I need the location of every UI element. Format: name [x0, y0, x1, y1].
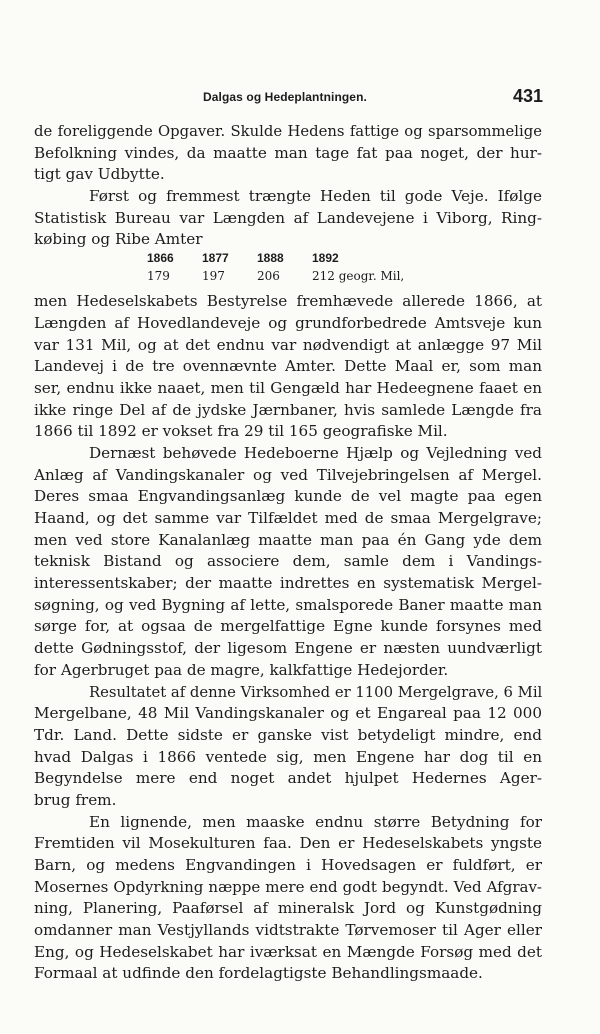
text-line: En lignende, men maaske endnu større Betydning for [89, 812, 542, 831]
text-line: Tdr. Land. Dette sidste er ganske vist betydeligt mindre, end [34, 725, 542, 744]
text-line: teknisk Bistand og associere dem, samle dem i Vandings- [34, 552, 542, 571]
text-line: interessentskaber; der maatte indrettes en systematisk Mergel- [34, 574, 542, 593]
body-text [34, 121, 542, 985]
paragraph [34, 291, 542, 443]
text-line: Deres smaa Engvandingsanlæg kunde de vel magte paa egen [34, 487, 542, 506]
text-line: omdanner man Vestjyllands vidtstrakte Tørvemoser til Ager eller [34, 921, 542, 940]
page-number: 431 [513, 86, 544, 106]
text-line: men Hedeselskabets Bestyrelse fremhævede allerede 1866, at [34, 292, 542, 311]
paragraph [34, 186, 542, 251]
text-line: ning, Planering, Paaførsel af mineralsk Jord og Kunstgødning [34, 899, 542, 918]
text-line: Begyndelse mere end noget andet hjulpet Hedernes Ager- [34, 769, 542, 788]
year-row [147, 251, 367, 265]
text-line: men ved store Kanalanlæg maatte man paa én Gang yde dem [34, 530, 542, 549]
road-length-table [34, 251, 542, 291]
paragraph [34, 682, 542, 812]
text-line: Statistisk Bureau var Længden af Landevejene i Viborg, Ring- [34, 208, 542, 227]
text-line: hvad Dalgas i 1866 ventede sig, men Engene har dog til en [34, 747, 542, 766]
text-line: Formaal at udfinde den fordelagtigste Behandlingsmaade. [34, 964, 483, 983]
text-line: Barn, og medens Engvandingen i Hovedsagen er fuldført, er [34, 856, 542, 874]
value-cell: 197 [202, 269, 225, 284]
value-cell: 179 [147, 269, 170, 284]
text-line: de foreliggende Opgaver. Skulde Hedens fattige og sparsommelige [34, 123, 542, 140]
page-header [0, 86, 600, 116]
paragraph [34, 121, 542, 186]
text-line: Mosernes Opdyrkning næppe mere end godt begyndt. Ved Afgrav- [34, 877, 542, 896]
text-line: Dernæst behøvede Hedeboerne Hjælp og Vejledning ved [89, 443, 542, 462]
text-line: ser, endnu ikke naaet, men til Gengæld har Hedeegnene faaet en [34, 378, 542, 397]
text-line: Eng, og Hedeselskabet har iværksat en Mængde Forsøg med det [34, 942, 542, 961]
text-line: Anlæg af Vandingskanaler og ved Tilvejebringelsen af Mergel. [34, 465, 542, 484]
text-line: Længden af Hovedlandeveje og grundforbedrede Amtsveje kun [34, 313, 542, 332]
paragraph [34, 812, 542, 986]
year-cell: 1877 [202, 251, 229, 266]
running-title: Dalgas og Hedeplantningen. [203, 90, 367, 104]
text-line: for Agerbruget paa de magre, kalkfattige Hedejorder. [34, 660, 449, 679]
paragraph [34, 443, 542, 682]
text-line: 1866 til 1892 er vokset fra 29 til 165 geografiske Mil. [34, 422, 448, 441]
year-cell: 1892 [312, 251, 339, 266]
text-line: brug frem. [34, 790, 117, 809]
value-cell: 206 [257, 269, 280, 284]
text-line: Landevej i de tre ovennævnte Amter. Dette Maal er, som man [34, 357, 542, 376]
year-cell: 1866 [147, 251, 174, 266]
text-line: søgning, og ved Bygning af lette, smalsporede Baner maatte man [34, 595, 542, 614]
text-line: Fremtiden vil Mosekulturen faa. Den er Hedeselskabets yngste [34, 834, 542, 853]
text-line: sørge for, at ogsaa de mergelfattige Egne kunde forsynes med [34, 617, 542, 636]
text-line: købing og Ribe Amter [34, 230, 203, 249]
text-line: tigt gav Udbytte. [34, 165, 165, 184]
text-line: Resultatet af denne Virksomhed er 1100 Mergelgrave, 6 Mil [89, 683, 542, 701]
text-line: ikke ringe Del af de jydske Jærnbaner, hvis samlede Længde fra [34, 400, 542, 419]
text-line: Mergelbane, 48 Mil Vandingskanaler og et Engareal paa 12 000 [34, 704, 542, 723]
text-line: Haand, og det samme var Tilfældet med de smaa Mergelgrave; [34, 509, 542, 527]
text-line: dette Gødningsstof, der ligesom Engene er næsten uundværligt [34, 639, 542, 658]
value-cell: 212 geogr. Mil, [312, 269, 405, 284]
year-cell: 1888 [257, 251, 284, 266]
value-row [147, 269, 405, 284]
text-line: Befolkning vindes, da maatte man tage fat paa noget, der hur- [34, 143, 542, 162]
text-line: Først og fremmest trængte Heden til gode Veje. Ifølge [89, 187, 542, 206]
text-line: var 131 Mil, og at det endnu var nødvendigt at anlægge 97 Mil [34, 335, 542, 354]
